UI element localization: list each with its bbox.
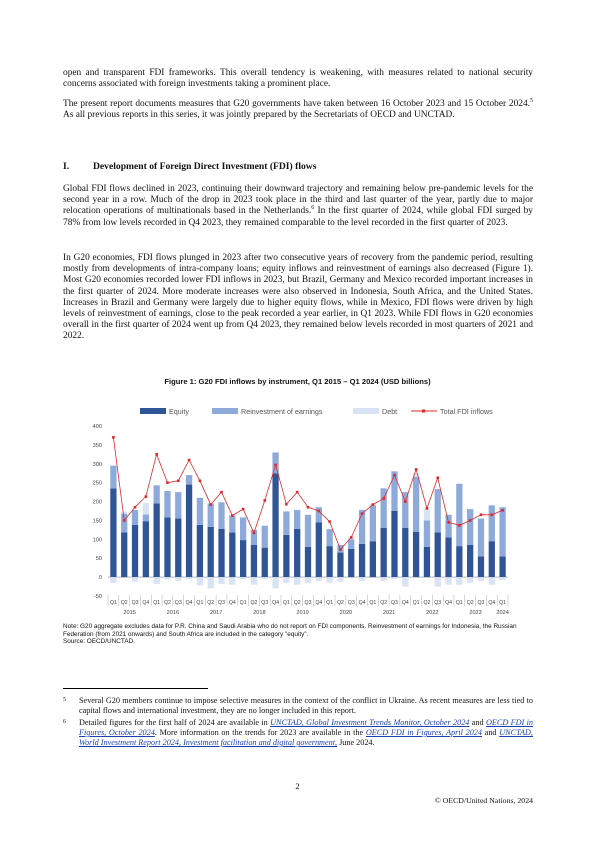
bar-debt (240, 577, 246, 579)
footnote-text: June 2024. (337, 738, 375, 747)
bar-debt (283, 577, 289, 583)
bar-reinvestment (435, 489, 441, 532)
bar-debt (229, 577, 235, 585)
bar-equity (294, 529, 300, 577)
year-label: 2019 (296, 610, 309, 616)
bar-reinvestment (467, 509, 473, 545)
bar-equity (456, 546, 462, 577)
bar-reinvestment (164, 491, 170, 517)
x-tick-label: Q1 (109, 600, 117, 606)
section-heading (63, 161, 316, 172)
x-tick-label: Q4 (315, 600, 323, 606)
legend-label: Debt (382, 407, 398, 416)
bar-debt (316, 577, 322, 581)
bar-equity (467, 545, 473, 577)
bar-debt (402, 577, 408, 586)
footnote-link[interactable]: UNCTAD, Global Investment Trends Monitor, October 2024 (270, 718, 470, 727)
x-tick-label: Q3 (304, 600, 312, 606)
bar-debt (381, 577, 387, 581)
legend-swatch (353, 408, 379, 414)
legend-label: Reinvestment of earnings (241, 407, 323, 416)
x-tick-label: Q1 (499, 600, 507, 606)
year-label: 2015 (123, 610, 136, 616)
bar-reinvestment (121, 514, 127, 533)
bar-debt (186, 577, 192, 579)
total-marker (350, 536, 353, 539)
bar-debt (218, 577, 224, 584)
total-marker (231, 514, 234, 517)
y-tick-label: 50 (95, 556, 102, 563)
bar-reinvestment (456, 484, 462, 546)
bar-reinvestment (391, 471, 397, 511)
x-tick-label: Q1 (282, 600, 290, 606)
total-marker (339, 548, 342, 551)
x-tick-label: Q3 (218, 600, 225, 606)
bar-debt (197, 577, 203, 585)
bar-debt (359, 577, 365, 581)
bar-equity (499, 556, 505, 577)
bar-equity (164, 517, 170, 577)
footnote-6 (63, 718, 533, 748)
year-label: 2023 (469, 610, 482, 616)
bar-reinvestment (359, 510, 365, 544)
bar-equity (197, 525, 203, 577)
bar-equity (348, 549, 354, 577)
legend-label: Total FDI inflows (440, 407, 493, 416)
footnote-5-mark: 5 (63, 697, 66, 703)
y-tick-label: -50 (93, 594, 102, 600)
total-marker (188, 459, 191, 462)
bar-equity (143, 521, 149, 577)
footnote-6-text (79, 718, 533, 748)
body-p1-text-b: In the first quarter of 2024, while global FDI surged by 78% from low levels recorded in Q4 2023, they remained comparable to the level recorded in the first quarter of 2023. (63, 206, 533, 228)
bar-reinvestment (186, 475, 192, 484)
bar-reinvestment (445, 515, 451, 538)
total-marker (415, 468, 418, 471)
bar-equity (240, 540, 246, 577)
bar-reinvestment (262, 526, 268, 548)
footnote-ref-6[interactable]: 6 (311, 205, 315, 212)
year-label: 2018 (253, 610, 266, 616)
bar-reinvestment (499, 507, 505, 556)
bar-reinvestment (424, 520, 430, 546)
x-tick-label: Q1 (326, 600, 334, 606)
bar-debt (467, 577, 473, 583)
x-tick-label: Q1 (239, 600, 247, 606)
total-marker (145, 495, 148, 498)
bar-reinvestment (370, 505, 376, 541)
total-marker (285, 503, 288, 506)
bar-debt (262, 577, 268, 579)
total-marker (199, 479, 202, 482)
bar-reinvestment (305, 515, 311, 547)
bar-debt (110, 577, 116, 583)
total-marker (328, 520, 331, 523)
y-tick-label: 200 (92, 499, 102, 506)
x-tick-label: Q4 (445, 600, 453, 606)
x-tick-label: Q2 (163, 600, 171, 606)
x-tick-label: Q1 (412, 600, 420, 606)
x-tick-label: Q3 (434, 600, 442, 606)
bar-equity (435, 533, 441, 578)
bar-reinvestment (413, 477, 419, 532)
bar-equity (229, 533, 235, 578)
x-tick-label: Q4 (488, 600, 496, 606)
bar-reinvestment (208, 503, 214, 526)
bar-equity (121, 533, 127, 578)
total-marker (404, 500, 407, 503)
x-tick-label: Q2 (423, 600, 431, 606)
bar-debt (175, 577, 181, 581)
x-tick-label: Q2 (466, 600, 474, 606)
body-paragraph-2: In G20 economies, FDI flows plunged in 2023 after two consecutive years of recovery from the pandemic period, resulting mostly from developments of intra-company loans; equity inflows and reinvestment of earnings also decreased (Figure 1). Most G20 economies recorded lower FDI inflows in 2023, but Brazil, Germany and Mexico recorded important increases in the first quarter of 2024. More moderate increases were also observed in Indonesia, South Africa, and the United States. Increases in Brazil and Germany were largely due to higher equity flows, while in Mexico, FDI flows were driven by high levels of reinvestment of earnings, close to the peak recorded a year earlier, in Q1 2023. While FDI flows in G20 economies overall in the first quarter of 2024 went up from Q4 2023, they remained below levels recorded in most quarters of 2021 and 2022. (63, 253, 533, 342)
bar-reinvestment (489, 505, 495, 541)
bar-equity (478, 556, 484, 577)
figure-note-text: Note: G20 aggregate excludes data for P.R. China and Saudi Arabia who do not report on FDI components. Reinvestment of earnings for Indonesia, the Russian Federation (from 2021 onwards) and South Africa are included in the category "equity". (63, 623, 517, 638)
total-marker (382, 497, 385, 500)
year-label: 2021 (382, 610, 396, 616)
bar-equity (154, 503, 160, 577)
bar-equity (370, 541, 376, 577)
total-marker (447, 521, 450, 524)
footnote-link[interactable]: UNCTAD, World Investment Report 2024, Investment facilitation and digital government, (79, 728, 533, 747)
total-marker (263, 499, 266, 502)
bar-equity (424, 547, 430, 577)
footnote-5 (63, 696, 533, 716)
bar-debt (132, 577, 138, 582)
y-tick-label: 300 (92, 461, 102, 468)
total-marker (242, 508, 245, 511)
total-marker (177, 479, 180, 482)
y-tick-label: 350 (92, 442, 102, 449)
bar-equity (305, 547, 311, 577)
bar-debt (305, 577, 311, 583)
total-marker (166, 481, 169, 484)
bar-debt (499, 577, 505, 580)
total-marker (501, 509, 504, 512)
bar-debt (456, 577, 462, 585)
x-tick-label: Q3 (391, 600, 398, 606)
bar-debt (164, 577, 170, 579)
bar-reinvestment (348, 539, 354, 548)
x-tick-label: Q3 (261, 600, 269, 606)
bar-reinvestment (218, 502, 224, 528)
x-tick-label: Q2 (293, 600, 301, 606)
footnote-6-mark: 6 (63, 719, 66, 725)
intro-paragraph-1: open and transparent FDI frameworks. This overall tendency is weakening, with measures related to national security concerns associated with foreign investments taking a prominent place. (63, 68, 533, 90)
x-tick-label: Q2 (380, 600, 388, 606)
legend-marker (422, 410, 425, 413)
bar-debt (489, 577, 495, 585)
footnote-link[interactable]: OECD FDI in Figures, April 2024 (365, 728, 482, 737)
intro-p2-text-b: As all previous reports in this series, it was jointly prepared by the Secretariats of OECD and UNCTAD. (63, 110, 455, 121)
bar-reinvestment (175, 492, 181, 518)
year-label: 2024 (496, 610, 509, 616)
x-tick-label: Q3 (347, 600, 355, 606)
bar-reinvestment (143, 514, 149, 521)
bar-reinvestment (154, 485, 160, 503)
total-marker (372, 503, 375, 506)
total-marker (318, 510, 321, 513)
total-marker (458, 524, 461, 527)
x-tick-label: Q2 (120, 600, 128, 606)
x-tick-label: Q4 (272, 600, 280, 606)
bar-debt (272, 577, 278, 588)
x-tick-label: Q2 (336, 600, 344, 606)
bar-equity (132, 525, 138, 577)
y-tick-label: 250 (92, 480, 102, 487)
year-label: 2017 (209, 610, 223, 616)
bar-debt (294, 577, 300, 585)
bar-reinvestment (229, 516, 235, 533)
total-marker (220, 491, 223, 494)
bar-debt (154, 577, 160, 584)
bar-equity (391, 511, 397, 577)
bar-reinvestment (110, 466, 116, 489)
footnote-5-text (79, 696, 533, 716)
year-label: 2022 (426, 610, 439, 616)
bar-debt (143, 503, 149, 514)
intro-paragraph-2 (63, 99, 533, 121)
x-tick-label: Q1 (153, 600, 161, 606)
footnote-text: Several G20 members continue to impose selective measures in the context of the conflict in Ukraine. As recent measures are less tied to capital flows and international investment, they are no longer included in this report. (79, 696, 533, 715)
bar-equity (359, 544, 365, 577)
total-marker (307, 506, 310, 509)
bar-reinvestment (197, 498, 203, 525)
copyright: © OECD/United Nations, 2024 (434, 796, 533, 805)
y-tick-label: 400 (92, 424, 102, 430)
bar-reinvestment (272, 452, 278, 473)
x-tick-label: Q2 (207, 600, 215, 606)
total-marker (253, 532, 256, 535)
x-tick-label: Q3 (174, 600, 182, 606)
bar-equity (381, 528, 387, 577)
y-tick-label: 100 (92, 537, 102, 544)
total-marker (209, 503, 212, 506)
bar-equity (251, 545, 257, 577)
bar-debt (435, 577, 441, 586)
total-marker (436, 476, 439, 479)
total-marker (155, 453, 158, 456)
body-paragraph-1 (63, 184, 533, 229)
bar-equity (413, 532, 419, 577)
x-tick-label: Q1 (369, 600, 377, 606)
x-tick-label: Q4 (358, 600, 366, 606)
bar-reinvestment (132, 510, 138, 525)
total-marker (296, 491, 299, 494)
x-tick-label: Q3 (131, 600, 139, 606)
legend-swatch (140, 408, 166, 414)
total-marker (274, 464, 277, 467)
legend-swatch (212, 408, 238, 414)
total-marker (112, 436, 115, 439)
bar-debt (337, 577, 343, 582)
bar-reinvestment (240, 517, 246, 540)
bar-equity (208, 527, 214, 577)
footnote-link[interactable]: OECD FDI in Figures, October 2024 (79, 718, 533, 737)
x-tick-label: Q1 (196, 600, 204, 606)
bar-reinvestment (478, 519, 484, 557)
total-marker (426, 507, 429, 510)
x-tick-label: Q4 (185, 600, 193, 606)
bar-debt (445, 577, 451, 585)
year-label: 2016 (166, 610, 180, 616)
bar-equity (489, 541, 495, 577)
total-marker (490, 513, 493, 516)
bar-equity (186, 485, 192, 578)
section-number: I. (63, 161, 70, 172)
total-marker (469, 519, 472, 522)
page-number: 2 (295, 781, 300, 791)
total-marker (480, 513, 483, 516)
total-marker (123, 519, 126, 522)
bar-equity (175, 519, 181, 578)
footnote-text: and (481, 728, 500, 737)
x-tick-label: Q4 (401, 600, 409, 606)
figure-note (63, 623, 533, 646)
bar-reinvestment (316, 507, 322, 522)
x-tick-label: Q2 (250, 600, 258, 606)
bar-equity (272, 473, 278, 577)
bar-debt (478, 577, 484, 581)
bar-equity (283, 535, 289, 577)
x-tick-label: Q3 (477, 600, 485, 606)
total-marker (134, 506, 137, 509)
bar-equity (316, 522, 322, 577)
footnote-text: Detailed figures for the first half of 2024 are available in (79, 718, 271, 727)
bar-equity (445, 537, 451, 577)
bar-reinvestment (326, 529, 332, 546)
bar-debt (251, 577, 257, 585)
bar-reinvestment (283, 511, 289, 534)
total-marker (361, 512, 364, 515)
total-marker (393, 474, 396, 477)
bar-reinvestment (294, 510, 300, 529)
fdi-chart (80, 398, 520, 620)
footnote-divider (63, 688, 208, 689)
bar-equity (402, 528, 408, 577)
bar-reinvestment (402, 492, 408, 528)
x-tick-label: Q1 (455, 600, 463, 606)
bar-equity (337, 553, 343, 578)
legend-label: Equity (169, 407, 189, 416)
figure-title: Figure 1: G20 FDI inflows by instrument, Q1 2015 – Q1 2024 (USD billions) (164, 377, 431, 386)
bar-debt (391, 577, 397, 579)
bar-equity (218, 529, 224, 577)
body-p1-text-a: Global FDI flows declined in 2023, continuing their downward trajectory and remaining below pre-pandemic levels for the second year in a row. Much of the drop in 2023 took place in the third and last quarter of the year, partly due to major relocation operations of multinationals based in the Netherlands. (63, 184, 533, 217)
y-tick-label: 0 (98, 575, 102, 582)
year-label: 2020 (339, 610, 353, 616)
x-tick-label: Q4 (142, 600, 150, 606)
intro-p2-text-a: The present report documents measures that G20 governments have taken between 16 October 2023 and 15 October 2024. (63, 99, 530, 109)
footnote-text: . More information on the trends for 2023 are available in the (154, 728, 366, 737)
bar-debt (121, 512, 127, 514)
bar-debt (208, 577, 214, 588)
figure-source: Source: OECD/UNCTAD. (63, 638, 135, 646)
y-tick-label: 150 (92, 518, 102, 525)
bar-equity (110, 488, 116, 577)
bar-debt (326, 577, 332, 583)
x-tick-label: Q4 (228, 600, 236, 606)
footnote-ref-5[interactable]: 5 (530, 97, 533, 104)
bar-debt (424, 509, 430, 520)
footnote-text: and (469, 718, 486, 727)
section-title: Development of Foreign Direct Investment (FDI) flows (93, 161, 317, 172)
bar-equity (262, 548, 268, 577)
bar-equity (326, 546, 332, 577)
